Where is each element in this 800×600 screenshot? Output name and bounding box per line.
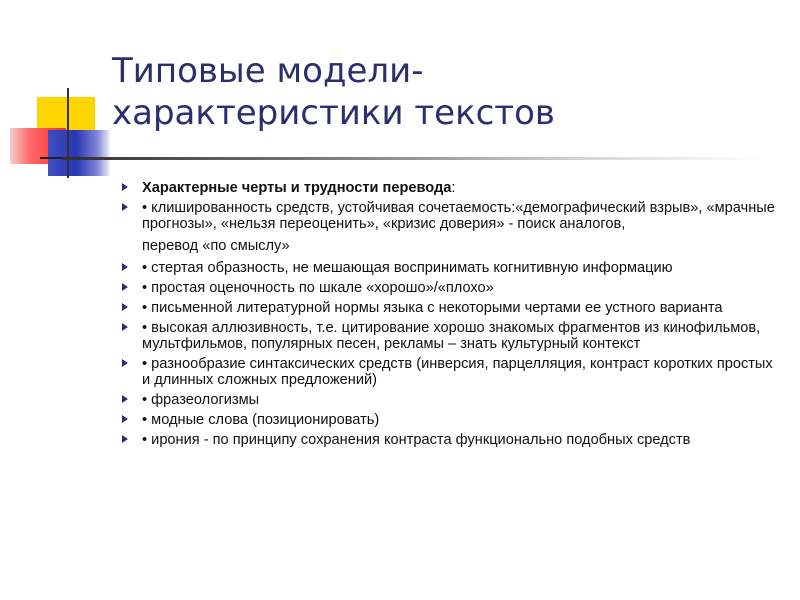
list-item (122, 392, 782, 408)
bullet-icon (122, 203, 128, 211)
bullet-icon (122, 183, 128, 191)
bullet-icon (122, 283, 128, 291)
bullet-icon (122, 415, 128, 423)
slide-title-line-1: Типовые модели- (112, 51, 424, 91)
list-heading-suffix: : (451, 180, 456, 196)
list-item-text: • фразеологизмы (142, 392, 260, 408)
blue-square-decoration (48, 130, 110, 176)
list-item-text: • ирония - по принципу сохранения контраста функционально подобных средств (142, 432, 691, 448)
list-heading-text: Характерные черты и трудности перевода (142, 180, 452, 196)
vertical-line-decoration (67, 88, 69, 178)
bullet-icon (122, 263, 128, 271)
list-item (122, 432, 782, 448)
bullet-icon (122, 359, 128, 367)
list-item-text: • разнообразие синтаксических средств (инверсия, парцелляция, контраст коротких простых и длинных сложных предложений) (142, 356, 773, 388)
list-item-text: • письменной литературной нормы языка с некоторыми чертами ее устного варианта (142, 300, 723, 316)
bullet-icon (122, 323, 128, 331)
list-item-text: • простая оценочность по шкале «хорошо»/«плохо» (142, 280, 494, 296)
list-item (122, 260, 782, 276)
list-item-text: • клишированность средств, устойчивая сочетаемость:«демографический взрыв», «мрачные прогнозы», «нельзя переоценить», «кризис доверия» - поиск аналогов, (142, 200, 775, 232)
slide-content (122, 180, 782, 452)
list-item (122, 412, 782, 428)
list-item-heading (122, 180, 782, 196)
bullet-icon (122, 303, 128, 311)
list-item (122, 200, 782, 232)
list-item (122, 300, 782, 316)
slide-title-line-2: характеристики текстов (112, 93, 555, 133)
list-item-text: • высокая аллюзивность, т.е. цитирование хорошо знакомых фрагментов из кинофильмов, мультфильмов, популярных песен, рекламы – знать культурный контекст (142, 320, 761, 352)
list-item (122, 280, 782, 296)
slide-title (112, 50, 772, 134)
list-item-text: • модные слова (позиционировать) (142, 412, 380, 428)
bullet-icon (122, 435, 128, 443)
list-item-text: • стертая образность, не мешающая воспринимать когнитивную информацию (142, 260, 673, 276)
title-underline-rule (63, 157, 763, 160)
bullet-icon (122, 395, 128, 403)
list-item-continuation: перевод «по смыслу» (142, 238, 290, 254)
list-item (122, 320, 782, 352)
list-item (122, 356, 782, 388)
